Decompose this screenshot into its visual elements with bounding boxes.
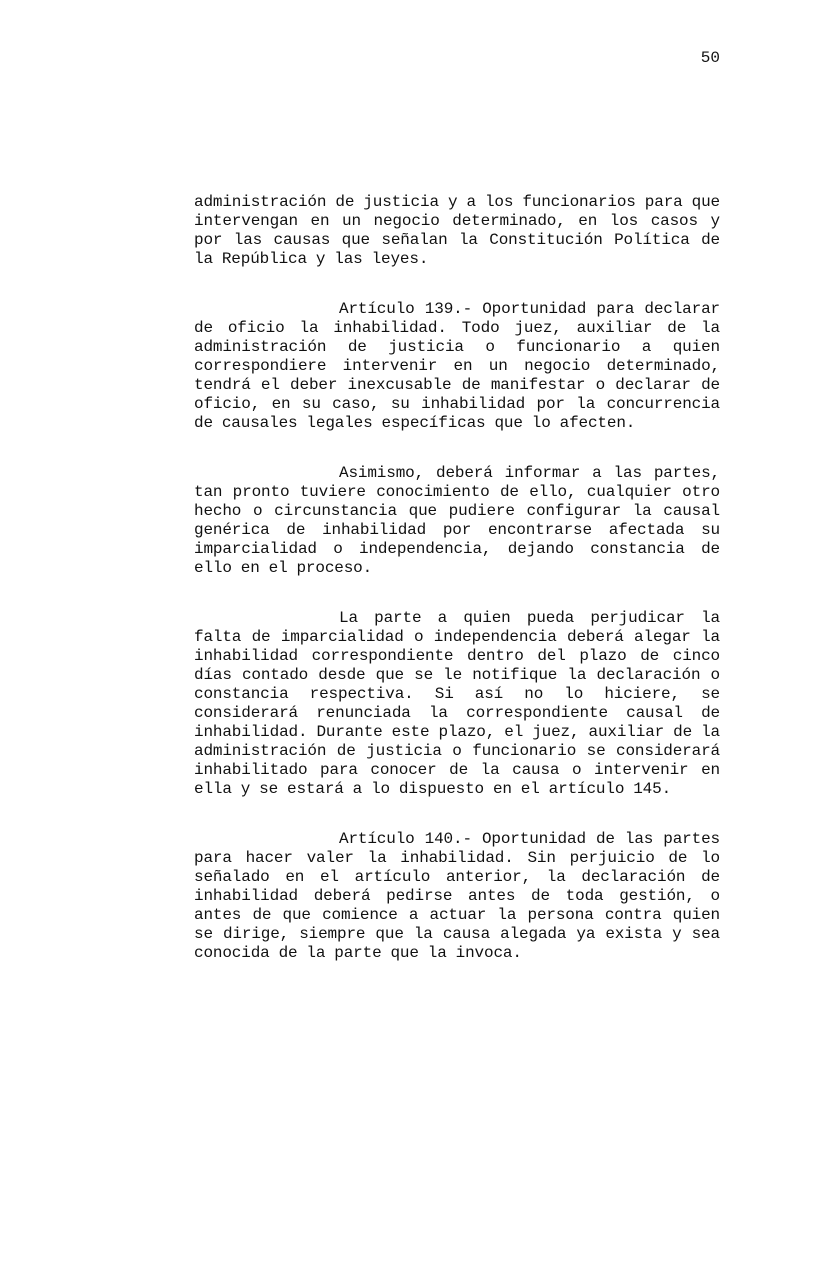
page-number: 50 [700, 49, 720, 67]
paragraph-asimismo: Asimismo, deberá informar a las partes, tan pronto tuviere conocimiento de ello, cualquier otro hecho o circunstancia que pudiere configurar la causal genérica de inhabilidad por encontrarse afectada su imparcialidad o independencia, dejando constancia de ello en el proceso. [194, 464, 720, 577]
paragraph-parte-perjudicada: La parte a quien pueda perjudicar la falta de imparcialidad o independencia deberá alegar la inhabilidad correspondiente dentro del plazo de cinco días contado desde que se le notifique la declaración o constancia respectiva. Si así no lo hiciere, se considerará renunciada la correspondiente causal de inhabilidad. Durante este plazo, el juez, auxiliar de la administración de justicia o funcionario se considerará inhabilitado para conocer de la causa o intervenir en ella y se estará a lo dispuesto en el artículo 145. [194, 609, 720, 798]
paragraph-article-139: Artículo 139.- Oportunidad para declarar de oficio la inhabilidad. Todo juez, auxiliar de la administración de justicia o funcionario a quien correspondiere intervenir en un negocio determinado, tendrá el deber inexcusable de manifestar o declarar de oficio, en su caso, su inhabilidad por la concurrencia de causales legales específicas que lo afecten. [194, 300, 720, 432]
paragraph-article-140: Artículo 140.- Oportunidad de las partes para hacer valer la inhabilidad. Sin perjuicio de lo señalado en el artículo anterior, la declaración de inhabilidad deberá pedirse antes de toda gestión, o antes de que comience a actuar la persona contra quien se dirige, siempre que la causa alegada ya exista y sea conocida de la parte que la invoca. [194, 830, 720, 962]
paragraph-continuation: administración de justicia y a los funcionarios para que intervengan en un negocio determinado, en los casos y por las causas que señalan la Constitución Política de la República y las leyes. [194, 193, 720, 268]
document-body [194, 193, 720, 963]
